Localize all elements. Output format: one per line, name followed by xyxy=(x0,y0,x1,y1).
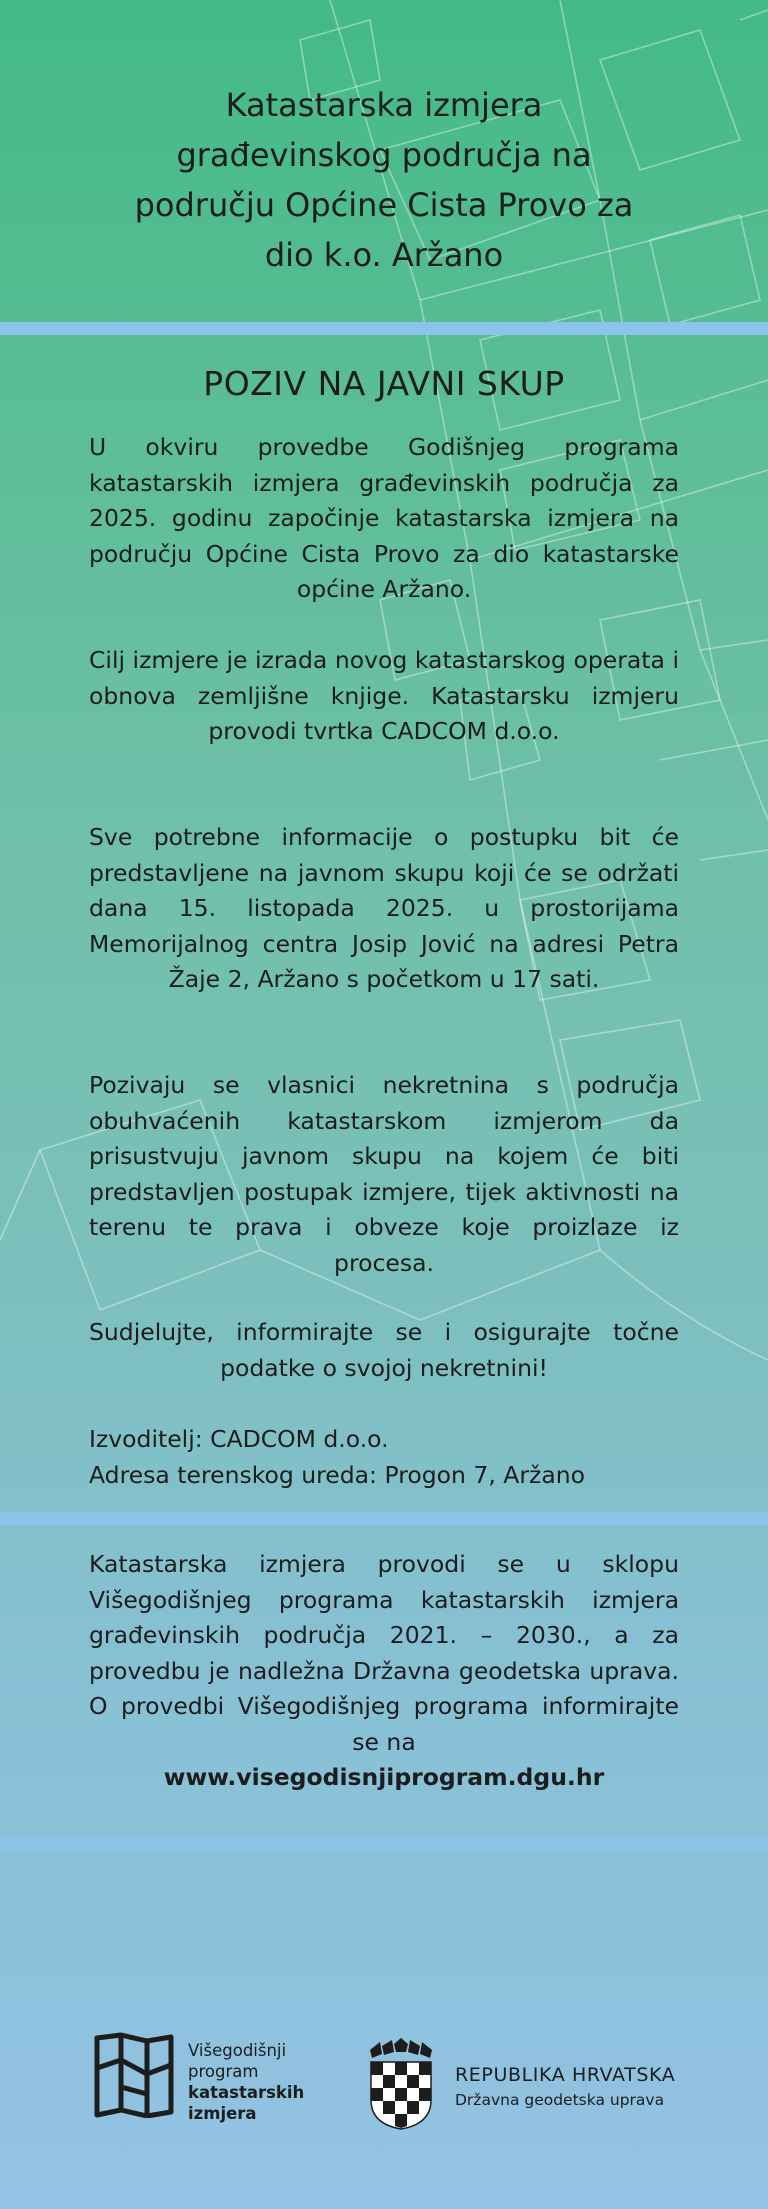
title-line: Katastarska izmjera xyxy=(225,86,543,124)
program-website-link[interactable]: www.visegodisnjiprogram.dgu.hr xyxy=(163,1763,605,1791)
title-line: dio k.o. Aržano xyxy=(264,236,504,274)
government-name: REPUBLIKA HRVATSKA xyxy=(455,2064,676,2086)
program-logo-line: Višegodišnji xyxy=(188,2041,287,2060)
program-logo-line: katastarskih xyxy=(188,2083,305,2102)
separator-band-middle xyxy=(0,1512,768,1525)
contractor-line: Izvoditelj: CADCOM d.o.o. xyxy=(89,1425,389,1453)
agency-name: Državna geodetska uprava xyxy=(455,2091,665,2109)
program-logo-text xyxy=(188,2040,348,2124)
announcement-headline: POZIV NA JAVNI SKUP xyxy=(203,364,565,403)
program-note xyxy=(89,1547,679,1796)
program-note-text: Katastarska izmjera provodi se u sklopu Višegodišnjeg programa katastarskih izmjera građevinskih područja 2021. – 2030., a za provedbu je nadležna Državna geodetska uprava. O provedbi Višegodišnjeg programa informirajte se na xyxy=(89,1550,679,1756)
croatian-coat-of-arms-icon xyxy=(368,2038,434,2130)
footer-logos xyxy=(0,2020,768,2150)
separator-band-top xyxy=(0,322,768,335)
call-to-action-paragraph: Sudjelujte, informirajte se i osigurajte točne podatke o svojoj nekretnini! xyxy=(89,1318,679,1382)
government-logo-text xyxy=(455,2062,725,2112)
meeting-details-paragraph: Sve potrebne informacije o postupku bit će predstavljene na javnom skupu koji će se održati dana 15. listopada 2025. u prostorijama Memorijalnog centra Josip Jović na adresi Petra Žaje 2, Aržano s početkom u 17 sati. xyxy=(89,823,679,993)
invitation-paragraph: Pozivaju se vlasnici nekretnina s područja obuhvaćenih katastarskom izmjerom da prisustvuju javnom skupu na kojem će biti predstavljen postupak izmjere, tijek aktivnosti na terenu te prava i obveze koje proizlaze iz procesa. xyxy=(89,1071,679,1277)
goal-paragraph: Cilj izmjere je izrada novog katastarskog operata i obnova zemljišne knjige. Katastarsku izmjeru provodi tvrtka CADCOM d.o.o. xyxy=(89,646,679,745)
field-office-address: Adresa terenskog ureda: Progon 7, Aržano xyxy=(89,1461,586,1489)
title-line: građevinskog područja na xyxy=(176,136,592,174)
program-logo-line: izmjera xyxy=(188,2104,257,2123)
cadastral-map-icon xyxy=(94,2032,174,2118)
title-line: području Općine Cista Provo za xyxy=(134,186,634,224)
program-logo-line: program xyxy=(188,2062,259,2081)
separator-band-bottom xyxy=(0,1838,768,1851)
intro-paragraph: U okviru provedbe Godišnjeg programa katastarskih izmjera građevinskih područja za 2025. godinu započinje katastarska izmjera na području Općine Cista Provo za dio katastarske općine Aržano. xyxy=(89,433,679,603)
poster-title xyxy=(60,80,708,280)
